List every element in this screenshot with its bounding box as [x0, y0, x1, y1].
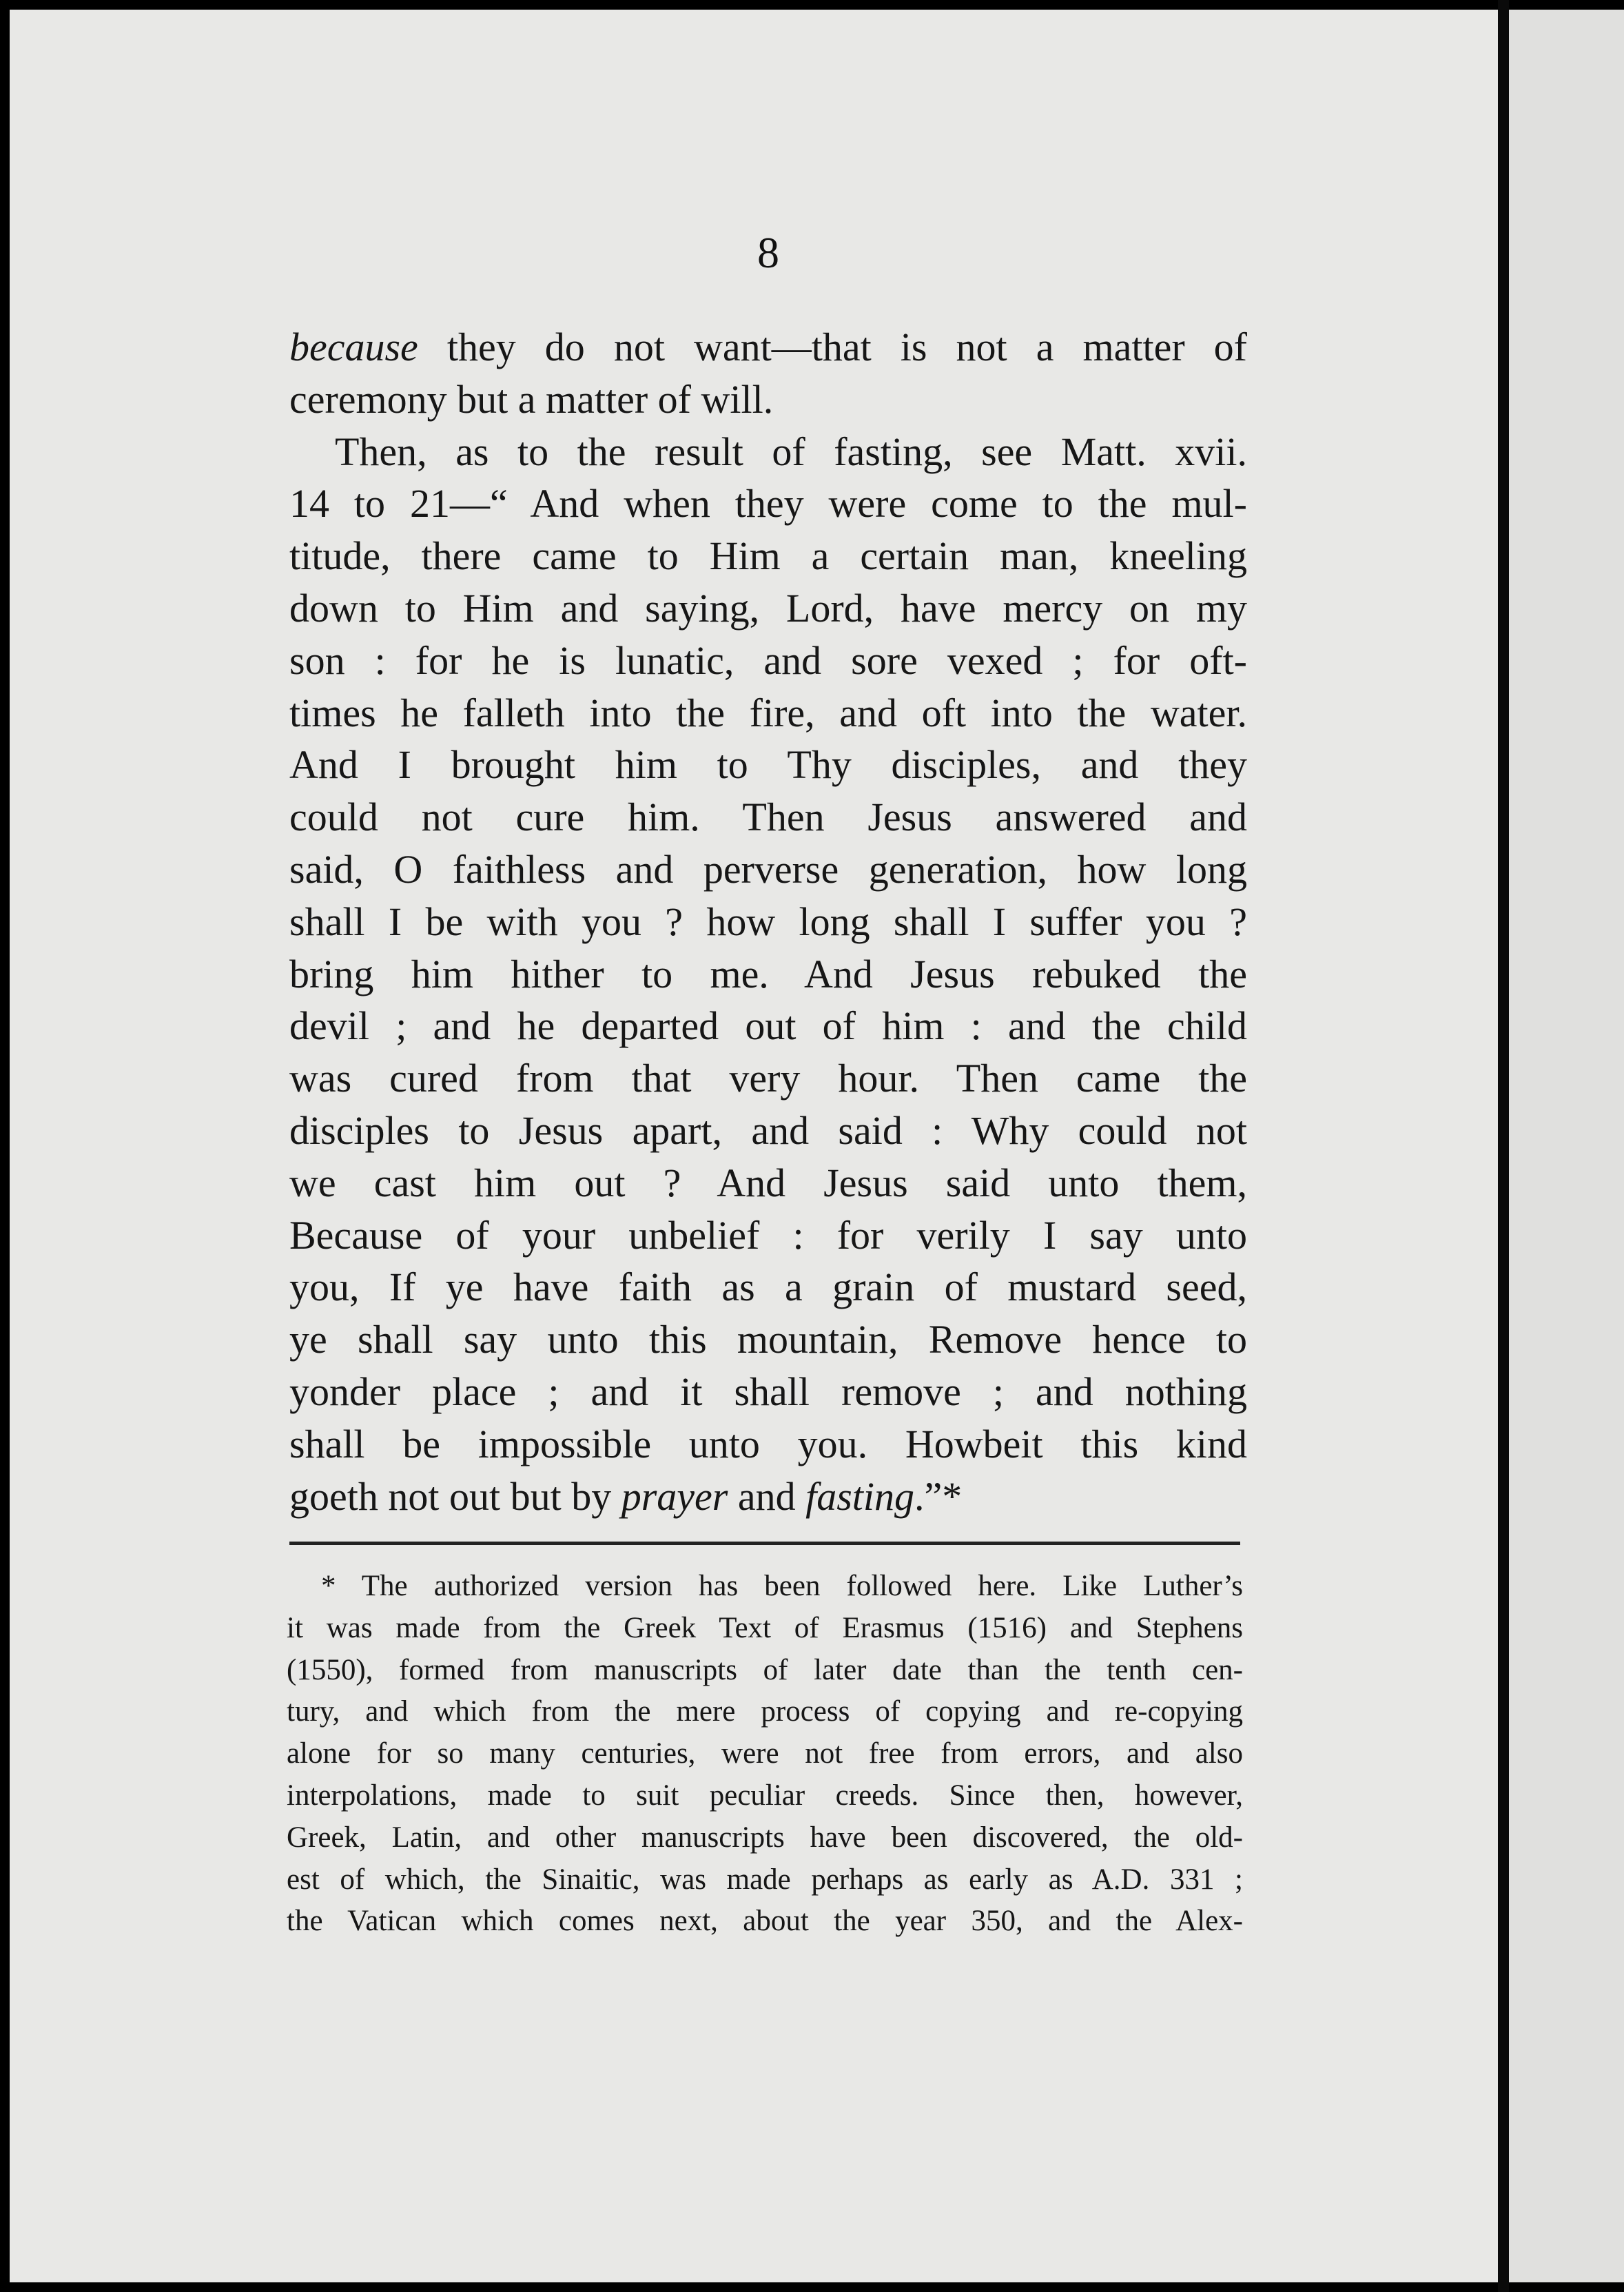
body-line-final: goeth not out but by prayer and fasting.”* — [289, 1473, 963, 1519]
body-line: And I brought him to Thy disciples, and they — [289, 742, 1247, 788]
footnote-line: interpolations, made to suit peculiar creeds. Since then, however, — [287, 1779, 1243, 1812]
footnote-line: Greek, Latin, and other manuscripts have been discovered, the old- — [287, 1821, 1243, 1854]
footnote — [287, 1566, 1243, 1943]
body-line: because they do not want—that is not a matter of — [289, 325, 1247, 369]
body-line: Because of your unbelief : for verily I say unto — [289, 1212, 1247, 1258]
adjacent-page-edge — [1509, 10, 1624, 2282]
footnote-line: tury, and which from the mere process of copying and re-copying — [287, 1695, 1243, 1728]
footnote-line: alone for so many centuries, were not free from errors, and also — [287, 1737, 1243, 1770]
body-line: ye shall say unto this mountain, Remove hence to — [289, 1317, 1247, 1362]
body-line: you, If ye have faith as a grain of mustard seed, — [289, 1265, 1247, 1310]
footnote-line: * The authorized version has been followed here. Like Luther’s — [321, 1570, 1243, 1602]
body-line: shall I be with you ? how long shall I suffer you ? — [289, 899, 1247, 944]
body-text — [289, 321, 1247, 1522]
body-line: down to Him and saying, Lord, have mercy on my — [289, 585, 1247, 631]
body-line: 14 to 21—“ And when they were come to the mul- — [289, 481, 1247, 526]
body-line: devil ; and he departed out of him : and the child — [289, 1003, 1247, 1049]
footnote-line: (1550), formed from manuscripts of later date than the tenth cen- — [287, 1653, 1243, 1686]
body-line: we cast him out ? And Jesus said unto them, — [289, 1160, 1247, 1205]
body-line: said, O faithless and perverse generation, how long — [289, 846, 1247, 892]
body-line: Then, as to the result of fasting, see Matt. xvii. — [335, 429, 1247, 474]
footnote-rule — [289, 1542, 1240, 1545]
page-number: 8 — [757, 228, 779, 277]
footnote-line: it was made from the Greek Text of Erasmus (1516) and Stephens — [287, 1611, 1243, 1644]
gutter-shadow — [1498, 0, 1509, 2292]
body-line: disciples to Jesus apart, and said : Why could not — [289, 1107, 1247, 1153]
body-line: shall be impossible unto you. Howbeit this kind — [289, 1421, 1247, 1466]
body-line: times he falleth into the fire, and oft into the water. — [289, 690, 1247, 735]
body-line: ceremony but a matter of will. — [289, 376, 774, 422]
body-line: son : for he is lunatic, and sore vexed ; for oft- — [289, 637, 1247, 683]
body-line: could not cure him. Then Jesus answered and — [289, 795, 1247, 840]
body-line: was cured from that very hour. Then came the — [289, 1056, 1247, 1101]
italic-word: fasting — [805, 1473, 915, 1519]
footnote-line: the Vatican which comes next, about the year 350, and the Alex- — [287, 1905, 1243, 1938]
footnote-line: est of which, the Sinaitic, was made perhaps as early as A.D. 331 ; — [287, 1863, 1243, 1896]
italic-word: prayer — [621, 1473, 728, 1519]
body-line: titude, there came to Him a certain man, kneeling — [289, 533, 1247, 579]
body-line: bring him hither to me. And Jesus rebuked the — [289, 951, 1247, 996]
body-line: yonder place ; and it shall remove ; and nothing — [289, 1369, 1247, 1414]
italic-word: because — [289, 325, 418, 369]
